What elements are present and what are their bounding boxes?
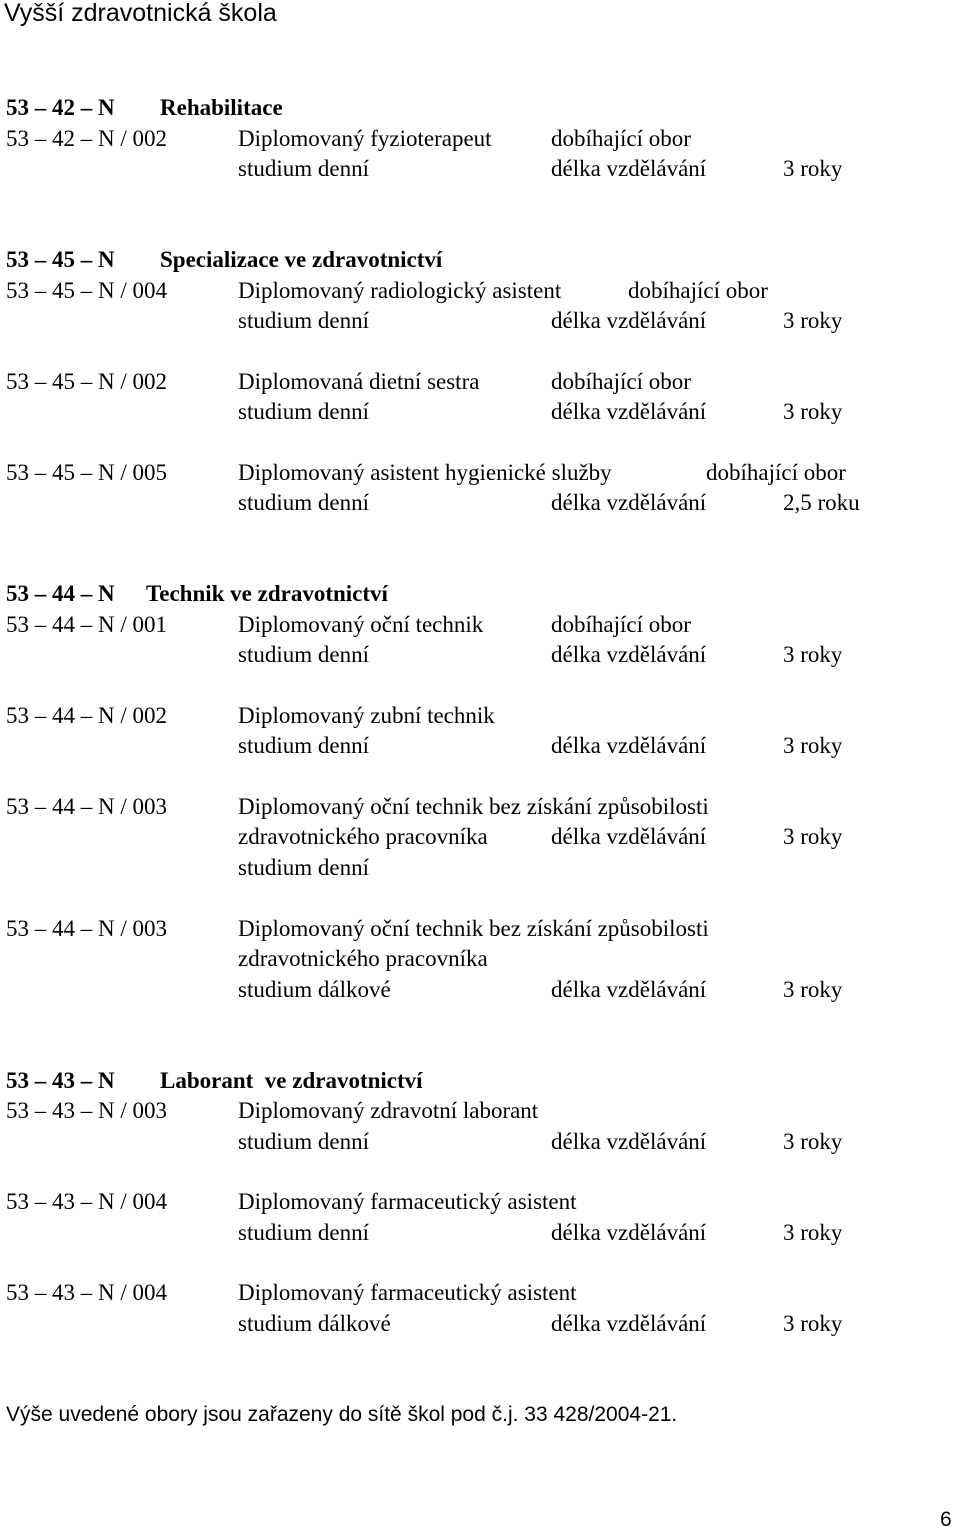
group-code: 53 – 43 – N [6,1068,115,1093]
program-name: Diplomovaný oční technik bez získání způsobilosti [238,794,709,819]
program-mode: studium denní [238,399,369,424]
group-name: Rehabilitace [160,95,283,120]
program-mode: studium denní [238,642,369,667]
program-status: dobíhající obor [706,460,846,485]
program-mode: studium denní [238,1129,369,1154]
program-mode: studium dálkové [238,1311,391,1336]
program-mode: studium denní [238,308,369,333]
length-value: 3 roky [783,733,843,758]
program-code: 53 – 44 – N / 003 [6,916,167,941]
length-value: 3 roky [783,1220,843,1245]
program-name: Diplomovaný oční technik bez získání způsobilosti [238,916,709,941]
length-label: délka vzdělávání [551,977,707,1002]
program-mode: studium denní [238,156,369,181]
program-status: dobíhající obor [628,278,768,303]
length-label: délka vzdělávání [551,1129,707,1154]
program-status: dobíhající obor [551,612,691,637]
page-title: Vyšší zdravotnická škola [4,0,277,27]
program-code: 53 – 43 – N / 004 [6,1189,167,1214]
length-value: 3 roky [783,156,843,181]
group-code: 53 – 42 – N [6,95,115,120]
program-mode: studium dálkové [238,977,391,1002]
length-value: 3 roky [783,399,843,424]
length-label: délka vzdělávání [551,156,707,181]
program-code: 53 – 42 – N / 002 [6,126,167,151]
program-code: 53 – 44 – N / 003 [6,794,167,819]
program-name: Diplomovaný fyzioterapeut [238,126,492,151]
length-label: délka vzdělávání [551,824,707,849]
length-label: délka vzdělávání [551,1311,707,1336]
length-label: délka vzdělávání [551,1220,707,1245]
program-name-continued: zdravotnického pracovníka [238,824,488,849]
program-mode: studium denní [238,1220,369,1245]
program-mode: studium denní [238,855,369,880]
page-number: 6 [940,1508,952,1531]
program-name: Diplomovaný farmaceutický asistent [238,1189,577,1214]
group-name: Specializace ve zdravotnictví [160,247,443,272]
program-name-continued: zdravotnického pracovníka [238,946,488,971]
program-code: 53 – 45 – N / 004 [6,278,167,303]
program-code: 53 – 43 – N / 003 [6,1098,167,1123]
program-name: Diplomovaný oční technik [238,612,484,637]
program-status: dobíhající obor [551,369,691,394]
program-name: Diplomovaná dietní sestra [238,369,480,394]
length-label: délka vzdělávání [551,308,707,333]
program-mode: studium denní [238,490,369,515]
group-code: 53 – 44 – N [6,581,115,606]
group-code: 53 – 45 – N [6,247,115,272]
length-value: 3 roky [783,642,843,667]
group-name: Technik ve zdravotnictví [146,581,388,606]
length-value: 3 roky [783,308,843,333]
program-code: 53 – 44 – N / 001 [6,612,167,637]
program-name: Diplomovaný radiologický asistent [238,278,562,303]
program-name: Diplomovaný asistent hygienické služby [238,460,612,485]
program-name: Diplomovaný zubní technik [238,703,495,728]
length-label: délka vzdělávání [551,642,707,667]
length-label: délka vzdělávání [551,733,707,758]
footer-note: Výše uvedené obory jsou zařazeny do sítě škol pod č.j. 33 428/2004-21. [6,1403,678,1426]
program-status: dobíhající obor [551,126,691,151]
length-value: 3 roky [783,1129,843,1154]
length-value: 3 roky [783,977,843,1002]
length-label: délka vzdělávání [551,490,707,515]
length-value: 2,5 roku [783,490,860,515]
program-code: 53 – 45 – N / 005 [6,460,167,485]
length-value: 3 roky [783,1311,843,1336]
length-label: délka vzdělávání [551,399,707,424]
program-mode: studium denní [238,733,369,758]
program-code: 53 – 43 – N / 004 [6,1280,167,1305]
program-code: 53 – 45 – N / 002 [6,369,167,394]
program-name: Diplomovaný farmaceutický asistent [238,1280,577,1305]
length-value: 3 roky [783,824,843,849]
group-name: Laborant ve zdravotnictví [160,1068,423,1093]
program-code: 53 – 44 – N / 002 [6,703,167,728]
program-name: Diplomovaný zdravotní laborant [238,1098,539,1123]
